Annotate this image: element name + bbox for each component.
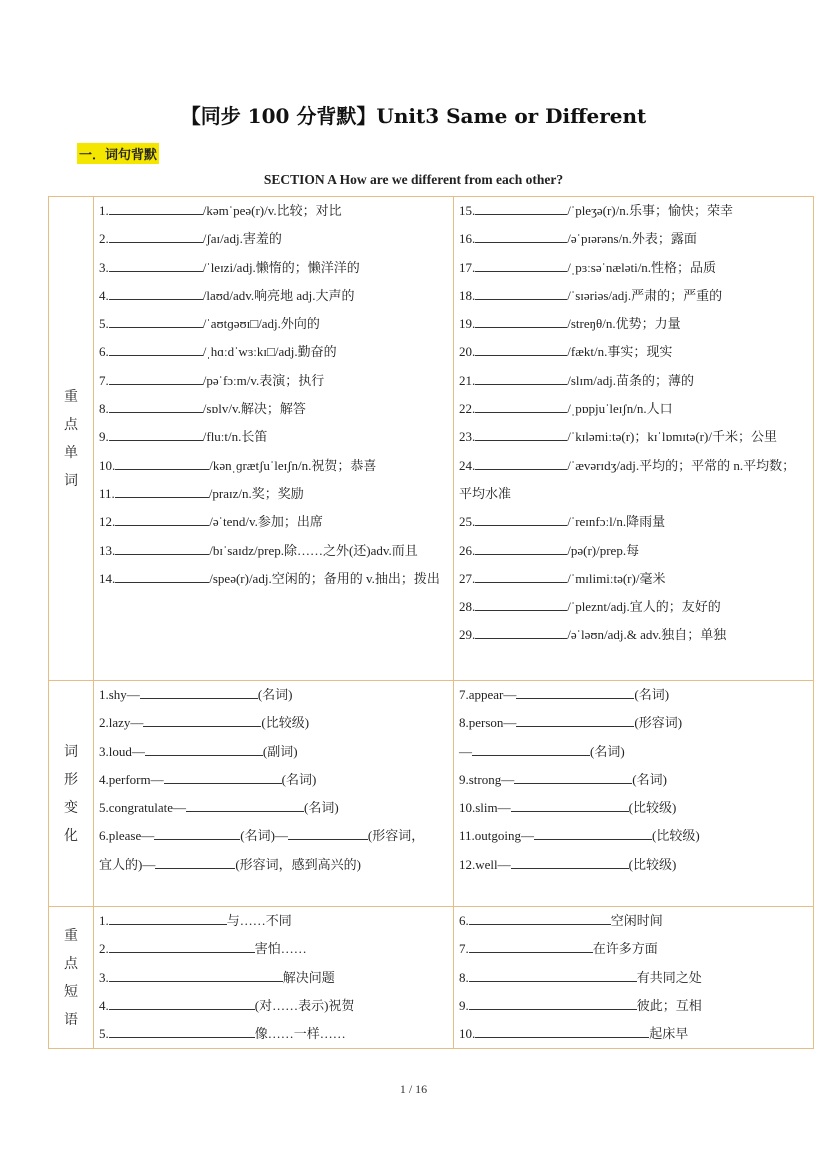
answer-blank[interactable] — [511, 799, 629, 812]
answer-blank[interactable] — [109, 259, 203, 272]
vocab-item: 26. /pə(r)/prep.每 — [459, 542, 640, 558]
vocab-item: 25. /ˈreɪnfɔːl/n.降雨量 — [459, 514, 666, 530]
answer-blank[interactable] — [115, 485, 209, 498]
answer-blank[interactable] — [469, 969, 637, 982]
vocab-item: 6. /ˌhɑːdˈwɜːkɪ□/adj.勤奋的 — [99, 344, 337, 360]
forms-row — [49, 681, 814, 907]
vocab-item: 21. /slɪm/adj.苗条的；薄的 — [459, 372, 695, 388]
answer-blank[interactable] — [115, 513, 209, 526]
vocab-item: 3. /ˈleɪzi/adj.懒惰的；懒洋洋的 — [99, 259, 360, 275]
answer-blank[interactable] — [475, 457, 567, 470]
answer-blank[interactable] — [164, 771, 282, 784]
answer-blank[interactable] — [475, 202, 567, 215]
answer-blank[interactable] — [475, 570, 567, 583]
vocab-item: 11. /praɪz/n.奖；奖励 — [99, 485, 304, 501]
answer-blank[interactable] — [469, 997, 637, 1010]
form-item: 7.appear— (名词) — [459, 687, 670, 702]
vocab-item: 13. /bɪˈsaɪdz/prep.除……之外(还)adv.而且 — [99, 542, 418, 558]
vocab-item: 7. /pəˈfɔːm/v.表演；执行 — [99, 372, 325, 388]
section-subtitle: SECTION A How are we different from each other? — [263, 172, 564, 187]
vocab-item: 8. /sɒlv/v.解决；解答 — [99, 401, 306, 417]
answer-blank[interactable] — [109, 400, 203, 413]
form-item: 1.shy— (名词) — [99, 687, 293, 702]
vocab-item: 23. /ˈkɪləmiːtə(r)；kɪˈlɒmɪtə(r)/千米；公里 — [459, 429, 777, 445]
answer-blank[interactable] — [109, 202, 203, 215]
answer-blank[interactable] — [140, 686, 258, 699]
form-item: 3.loud— (副词) — [99, 743, 298, 759]
vocab-item: 10. /kənˌɡrætʃuˈleɪʃn/n.祝贺；恭喜 — [99, 457, 377, 473]
vocab-item: 18. /ˈsɪəriəs/adj.严肃的；严重的 — [459, 287, 723, 303]
phrase-item: 7. 在许多方面 — [459, 941, 658, 957]
vocab-left-column — [94, 197, 454, 681]
phrase-item: 3. 解决问题 — [99, 969, 335, 985]
forms-right-column — [454, 681, 814, 907]
section-heading: 一．词句背默 — [77, 143, 159, 164]
form-item: 6.please— (名词)— (形容词， — [99, 828, 425, 844]
forms-category: 词 形 变 化 — [49, 681, 94, 907]
answer-blank[interactable] — [109, 940, 255, 953]
form-item: 4.perform— (名词) — [99, 771, 317, 787]
vocab-item: 12. /əˈtend/v.参加；出席 — [99, 514, 323, 530]
vocab-item: 19. /streŋθ/n.优势；力量 — [459, 316, 681, 332]
answer-blank[interactable] — [469, 912, 611, 925]
vocab-item: 14. /speə(r)/adj.空闲的；备用的 v.抽出；拨出 — [99, 570, 440, 586]
answer-blank[interactable] — [475, 598, 567, 611]
vocab-item: 27. /ˈmɪlimiːtə(r)/毫米 — [459, 570, 666, 586]
answer-blank[interactable] — [534, 827, 652, 840]
phrase-item: 9. 彼此；互相 — [459, 997, 702, 1013]
answer-blank[interactable] — [475, 287, 567, 300]
answer-blank[interactable] — [475, 513, 567, 526]
phrases-right-column — [454, 907, 814, 1049]
answer-blank[interactable] — [109, 230, 203, 243]
worksheet-table — [48, 196, 814, 1049]
vocab-item: 28. /ˈpleznt/adj.宜人的；友好的 — [459, 599, 721, 615]
form-item: 9.strong— (名词) — [459, 771, 667, 787]
answer-blank[interactable] — [109, 969, 283, 982]
vocab-item: 1. /kəmˈpeə(r)/v.比较；对比 — [99, 203, 342, 218]
vocab-item: 15. /ˈpleʒə(r)/n.乐事；愉快；荣幸 — [459, 203, 733, 218]
answer-blank[interactable] — [514, 771, 632, 784]
answer-blank[interactable] — [288, 827, 368, 840]
answer-blank[interactable] — [475, 343, 567, 356]
answer-blank[interactable] — [475, 230, 567, 243]
form-item: 11.outgoing— (比较级) — [459, 828, 700, 844]
form-item: 8.person— (形容词) — [459, 715, 683, 731]
form-item: 2.lazy— (比较级) — [99, 715, 310, 731]
forms-left-column — [94, 681, 454, 907]
answer-blank[interactable] — [155, 856, 235, 869]
phrase-item: 5. 像……一样…… — [99, 1026, 346, 1042]
answer-blank[interactable] — [475, 542, 567, 555]
phrase-item: 2. 害怕…… — [99, 941, 307, 957]
vocab-item: 9. /fluːt/n.长笛 — [99, 429, 268, 445]
answer-blank[interactable] — [115, 457, 209, 470]
vocab-item: 2. /ʃaɪ/adj.害羞的 — [99, 231, 282, 247]
vocab-item: 5. /ˈaʊtɡəʊɪ□/adj.外向的 — [99, 316, 320, 332]
answer-blank[interactable] — [472, 743, 590, 756]
answer-blank[interactable] — [109, 343, 203, 356]
vocab-item: 22. /ˌpɒpjuˈleɪʃn/n.人口 — [459, 401, 673, 417]
phrase-item: 10. 起床早 — [459, 1026, 689, 1042]
answer-blank[interactable] — [475, 372, 567, 385]
answer-blank[interactable] — [516, 714, 634, 727]
answer-blank[interactable] — [475, 259, 567, 272]
form-item: 5.congratulate— (名词) — [99, 800, 339, 816]
phrase-item: 6. 空闲时间 — [459, 913, 663, 928]
phrases-left-column — [94, 907, 454, 1049]
answer-blank[interactable] — [109, 912, 227, 925]
answer-blank[interactable] — [154, 827, 240, 840]
vocab-row — [49, 197, 814, 681]
form-item-continued: 宜人的)— (形容词，感到高兴的) — [99, 856, 362, 872]
answer-blank[interactable] — [469, 940, 593, 953]
vocab-category: 重 点 单 词 — [49, 197, 94, 681]
answer-blank[interactable] — [115, 570, 209, 583]
answer-blank[interactable] — [109, 997, 255, 1010]
phrase-item: 1. 与……不同 — [99, 913, 292, 928]
answer-blank[interactable] — [475, 428, 567, 441]
answer-blank[interactable] — [109, 428, 203, 441]
vocab-item: 16. /əˈpɪərəns/n.外表；露面 — [459, 231, 697, 247]
form-item: 12.well— (比较级) — [459, 856, 677, 872]
answer-blank[interactable] — [109, 1025, 255, 1038]
vocab-item: 4. /laʊd/adv.响亮地 adj.大声的 — [99, 287, 355, 303]
page-title: 【同步 100 分背默】Unit3 Same or Different — [180, 104, 647, 128]
phrases-row — [49, 907, 814, 1049]
answer-blank[interactable] — [145, 743, 263, 756]
answer-blank[interactable] — [516, 686, 634, 699]
answer-blank[interactable] — [186, 799, 304, 812]
answer-blank[interactable] — [109, 287, 203, 300]
vocab-item: 29. /əˈləʊn/adj.& adv.独自；单独 — [459, 627, 727, 643]
vocab-right-column — [454, 197, 814, 681]
form-item: 10.slim— (比较级) — [459, 800, 677, 816]
answer-blank[interactable] — [143, 714, 261, 727]
answer-blank[interactable] — [475, 315, 567, 328]
phrases-category: 重 点 短 语 — [49, 907, 94, 1049]
phrase-item: 4. (对……表示)祝贺 — [99, 997, 355, 1013]
phrase-item: 8. 有共同之处 — [459, 969, 702, 985]
answer-blank[interactable] — [511, 856, 629, 869]
answer-blank[interactable] — [475, 626, 567, 639]
answer-blank[interactable] — [109, 372, 203, 385]
answer-blank[interactable] — [475, 1025, 649, 1038]
answer-blank[interactable] — [475, 400, 567, 413]
form-item: — (名词) — [459, 743, 625, 759]
answer-blank[interactable] — [115, 542, 209, 555]
vocab-item: 20. /fækt/n.事实；现实 — [459, 344, 673, 360]
answer-blank[interactable] — [109, 315, 203, 328]
vocab-item: 24. /ˈævərɪdʒ/adj.平均的；平常的 n.平均数；平均水准 — [459, 457, 796, 501]
page-number: 1 / 16 — [399, 1082, 428, 1096]
vocab-item: 17. /ˌpɜːsəˈnæləti/n.性格；品质 — [459, 259, 717, 275]
